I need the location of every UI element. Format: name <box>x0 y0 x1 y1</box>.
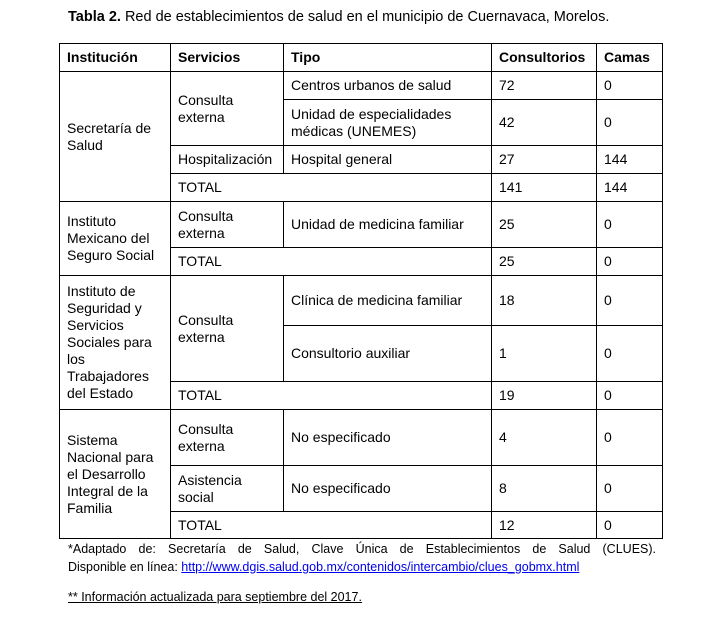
caption-text: Red de establecimientos de salud en el municipio de Cuernavaca, Morelos. <box>120 9 610 25</box>
institution-cell: Secretaría de Salud <box>60 72 171 202</box>
caption-label: Tabla 2. <box>68 9 121 25</box>
service-cell: Consulta externa <box>171 202 284 248</box>
consultorios-cell: 25 <box>492 202 597 248</box>
institution-cell: Instituto de Seguridad y Servicios Sociales para los Trabajadores del Estado <box>60 276 171 410</box>
service-cell: Consulta externa <box>171 276 284 382</box>
camas-cell: 0 <box>597 202 663 248</box>
institution-cell: Instituto Mexicano del Seguro Social <box>60 202 171 276</box>
consultorios-cell: 27 <box>492 146 597 174</box>
camas-cell: 0 <box>597 100 663 146</box>
total-label: TOTAL <box>171 248 492 276</box>
type-cell: Consultorio auxiliar <box>284 326 492 382</box>
camas-cell: 144 <box>597 146 663 174</box>
total-label: TOTAL <box>171 174 492 202</box>
service-cell: Consulta externa <box>171 72 284 146</box>
consultorios-cell: 1 <box>492 326 597 382</box>
header-servicios: Servicios <box>171 44 284 72</box>
total-consultorios: 12 <box>492 512 597 539</box>
institution-cell: Sistema Nacional para el Desarrollo Integral de la Familia <box>60 410 171 539</box>
type-cell: Centros urbanos de salud <box>284 72 492 100</box>
header-tipo: Tipo <box>284 44 492 72</box>
clues-link[interactable]: http://www.dgis.salud.gob.mx/contenidos/intercambio/clues_gobmx.html <box>181 560 580 574</box>
source-note <box>68 540 656 576</box>
total-consultorios: 25 <box>492 248 597 276</box>
header-institucion: Institución <box>60 44 171 72</box>
type-cell: Unidad de medicina familiar <box>284 202 492 248</box>
consultorios-cell: 18 <box>492 276 597 326</box>
health-establishments-table <box>59 43 663 539</box>
total-consultorios: 141 <box>492 174 597 202</box>
header-consultorios: Consultorios <box>492 44 597 72</box>
consultorios-cell: 42 <box>492 100 597 146</box>
total-camas: 0 <box>597 382 663 410</box>
consultorios-cell: 4 <box>492 410 597 466</box>
total-label: TOTAL <box>171 512 492 539</box>
type-cell: No especificado <box>284 410 492 466</box>
camas-cell: 0 <box>597 72 663 100</box>
total-consultorios: 19 <box>492 382 597 410</box>
total-label: TOTAL <box>171 382 492 410</box>
consultorios-cell: 8 <box>492 466 597 512</box>
table-caption <box>68 9 609 25</box>
table-row <box>60 276 663 326</box>
camas-cell: 0 <box>597 466 663 512</box>
service-cell: Asistencia social <box>171 466 284 512</box>
header-camas: Camas <box>597 44 663 72</box>
total-camas: 0 <box>597 512 663 539</box>
table-row <box>60 202 663 248</box>
total-camas: 0 <box>597 248 663 276</box>
source-line: *Adaptado de: Secretaría de Salud, Clave Única de Establecimientos de Salud (CLUES). <box>68 542 656 556</box>
type-cell: No especificado <box>284 466 492 512</box>
availability-label: Disponible en línea: <box>68 560 182 574</box>
camas-cell: 0 <box>597 276 663 326</box>
service-cell: Hospitalización <box>171 146 284 174</box>
table-row <box>60 72 663 100</box>
type-cell: Clínica de medicina familiar <box>284 276 492 326</box>
type-cell: Unidad de especialidades médicas (UNEMES) <box>284 100 492 146</box>
camas-cell: 0 <box>597 326 663 382</box>
total-camas: 144 <box>597 174 663 202</box>
update-note: ** Información actualizada para septiembre del 2017. <box>68 590 362 604</box>
type-cell: Hospital general <box>284 146 492 174</box>
table-row <box>60 410 663 466</box>
service-cell: Consulta externa <box>171 410 284 466</box>
table-header-row <box>60 44 663 72</box>
consultorios-cell: 72 <box>492 72 597 100</box>
camas-cell: 0 <box>597 410 663 466</box>
